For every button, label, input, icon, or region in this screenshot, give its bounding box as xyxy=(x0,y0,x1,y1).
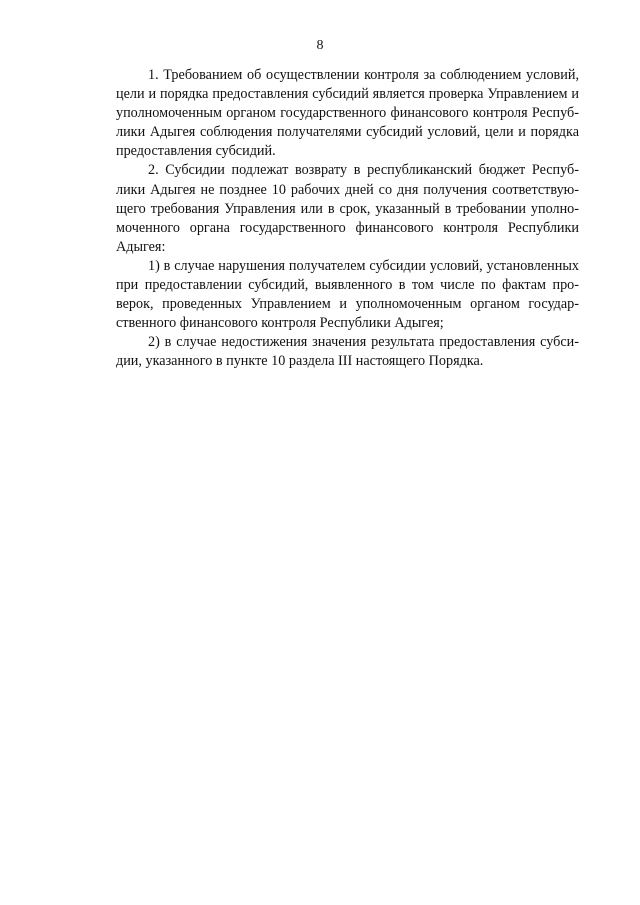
paragraph-case-underachievement: 2) в случае недостижения значения результата предоставления субсидии, указанного в пункте 10 раздела III настоящего Порядка. xyxy=(116,334,579,370)
paragraph-subsidy-return: 2. Субсидии подлежат возврату в республиканский бюджет Республики Адыгея не позднее 10 рабочих дней со дня получения соответствующего требования Управления или в срок, указанный в требовании уполномоченного органа государственного финансового контроля Республики Адыгея: xyxy=(116,162,579,255)
paragraph-case-violation: 1) в случае нарушения получателем субсидии условий, установленных при предоставлении субсидий, выявленного в том числе по фактам проверок, проведенных Управлением и уполномоченным органом государственного финансового контроля Республики Адыгея; xyxy=(116,257,579,332)
document-body xyxy=(116,66,579,372)
paragraph-control-requirement: 1. Требованием об осуществлении контроля за соблюдением условий, цели и порядка предоставления субсидий является проверка Управлением и уполномоченным органом государственного финансового контроля Республики Адыгея соблюдения получателями субсидий условий, цели и порядка предоставления субсидий. xyxy=(116,67,579,160)
page-number: 8 xyxy=(316,38,324,53)
